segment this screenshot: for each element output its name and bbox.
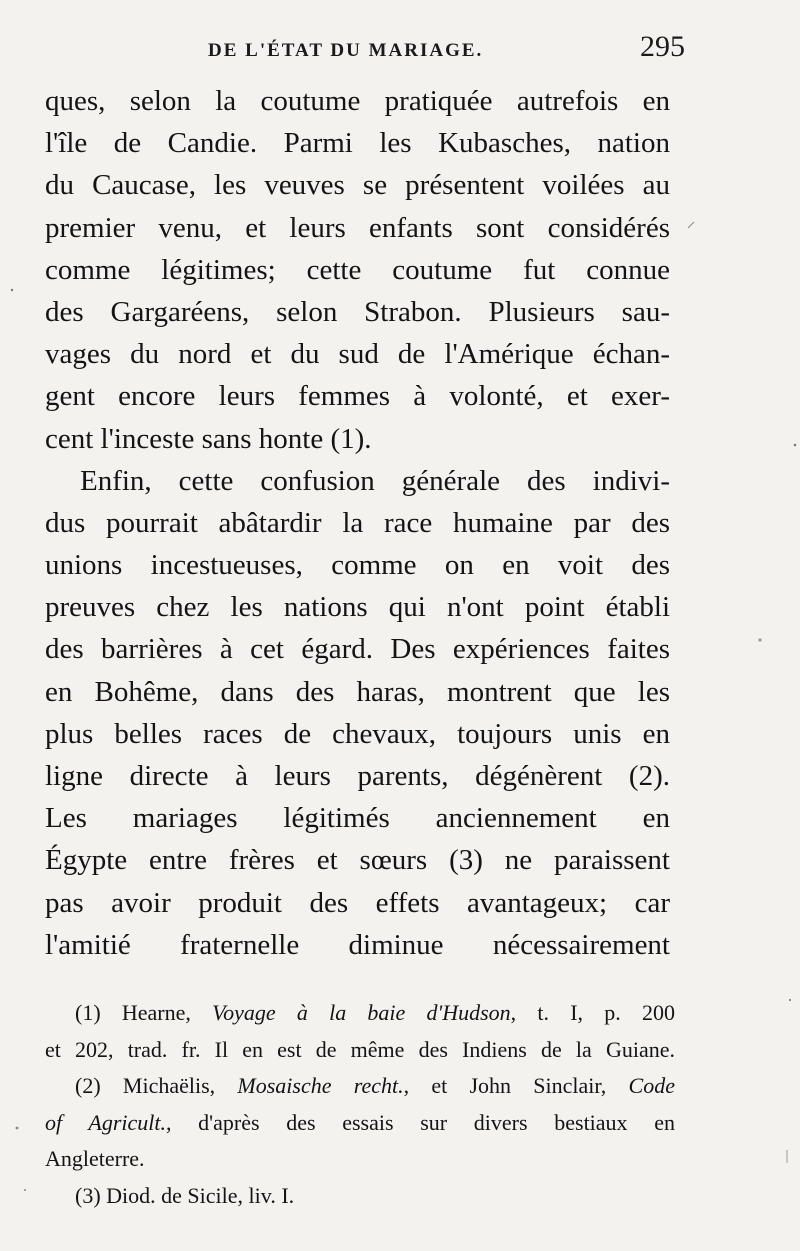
footnote-text: , t. I, p. 200 bbox=[510, 1000, 675, 1025]
footnote-1-line bbox=[45, 995, 675, 1032]
text-line: Enfin, cette confusion générale des indivi- bbox=[80, 464, 670, 497]
text-line: plus belles races de chevaux, toujours unis en bbox=[45, 717, 670, 750]
text-line: en Bohême, dans des haras, montrent que les bbox=[45, 675, 670, 708]
text-line: pas avoir produit des effets avantageux; car bbox=[45, 886, 670, 919]
body-text bbox=[45, 80, 670, 966]
page-number: 295 bbox=[640, 30, 685, 63]
text-line: Les mariages légitimés anciennement en bbox=[45, 802, 670, 835]
text-line: l'île de Candie. Parmi les Kubasches, nation bbox=[45, 127, 670, 160]
running-head: DE L'ÉTAT DU MARIAGE. bbox=[208, 40, 484, 61]
footnote-text: (1) Hearne, bbox=[75, 1000, 213, 1025]
text-line: ques, selon la coutume pratiquée autrefois en bbox=[45, 85, 670, 117]
footnote-text: (2) Michaëlis, bbox=[75, 1073, 238, 1098]
footnote-1-line: et 202, trad. fr. Il en est de même des Indiens de la Guiane. bbox=[45, 1036, 675, 1062]
text-line: ligne directe à leurs parents, dégénèrent (2). bbox=[45, 760, 670, 792]
footnotes bbox=[45, 995, 675, 1214]
text-line: Égypte entre frères et sœurs (3) ne paraissent bbox=[45, 844, 670, 877]
page-header bbox=[40, 30, 685, 74]
footnote-text: , d'après des essais sur divers bestiaux en bbox=[166, 1109, 675, 1135]
footnote-title: Mosaische recht. bbox=[237, 1073, 404, 1098]
footnote-title: Voyage à la baie d'Hudson bbox=[212, 1000, 511, 1025]
footnote-3-line: (3) Diod. de Sicile, liv. I. bbox=[75, 1182, 295, 1208]
text-line: comme légitimes; cette coutume fut connue bbox=[45, 253, 670, 286]
text-line: des Gargaréens, selon Strabon. Plusieurs sau- bbox=[45, 295, 670, 328]
footnote-2-line: Angleterre. bbox=[45, 1146, 145, 1171]
text-line: preuves chez les nations qui n'ont point établi bbox=[45, 591, 670, 624]
footnote-title: Code bbox=[628, 1073, 675, 1098]
text-line: cent l'inceste sans honte (1). bbox=[45, 422, 372, 455]
text-line: l'amitié fraternelle diminue nécessairement bbox=[45, 928, 670, 961]
footnote-text: , et John Sinclair, bbox=[403, 1073, 629, 1098]
text-line: des barrières à cet égard. Des expériences faites bbox=[45, 633, 670, 666]
text-line: du Caucase, les veuves se présentent voilées au bbox=[45, 169, 670, 202]
footnote-2-line bbox=[45, 1068, 675, 1105]
footnote-2-line bbox=[45, 1105, 675, 1142]
text-line: vages du nord et du sud de l'Amérique échan- bbox=[45, 338, 670, 371]
text-line: premier venu, et leurs enfants sont considérés bbox=[45, 211, 670, 244]
text-line: gent encore leurs femmes à volonté, et exer- bbox=[45, 380, 670, 413]
footnote-title: of Agricult. bbox=[45, 1109, 166, 1135]
text-line: dus pourrait abâtardir la race humaine par des bbox=[45, 506, 670, 539]
text-line: unions incestueuses, comme on en voit des bbox=[45, 549, 670, 582]
